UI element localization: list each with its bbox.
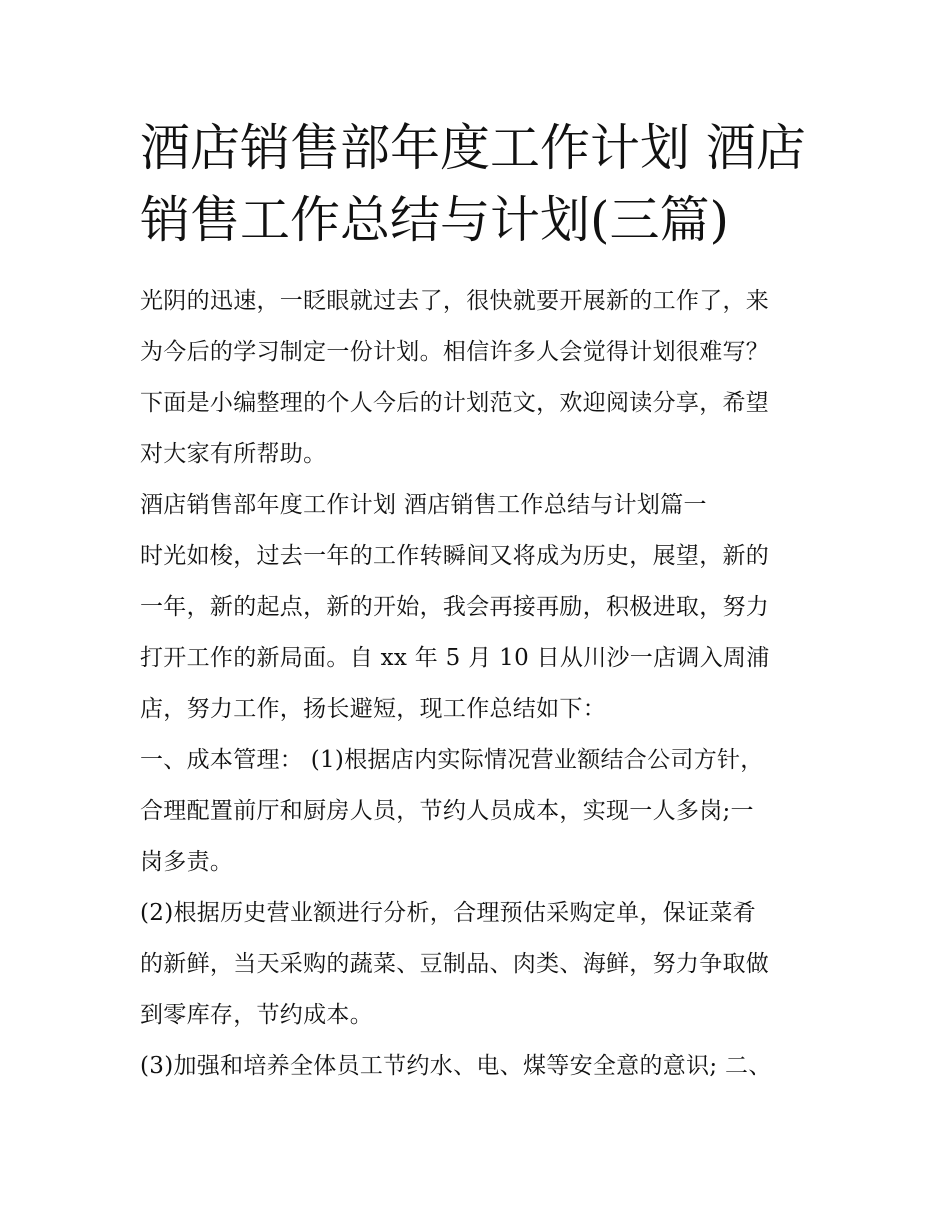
body-line: 光阴的迅速，一眨眼就过去了，很快就要开展新的工作了，来	[140, 288, 770, 314]
title-line-2: 销售工作总结与计划(三篇)	[140, 191, 730, 249]
body-line: 下面是小编整理的个人今后的计划范文，欢迎阅读分享，希望	[140, 390, 770, 416]
body-line: 店，努力工作，扬长避短，现工作总结如下：	[140, 696, 606, 722]
title-line-1: 酒店销售部年度工作计划 酒店	[140, 119, 806, 177]
body-line: 对大家有所帮助。	[140, 441, 327, 467]
document-title	[140, 112, 820, 256]
body-line: 到零库存，节约成本。	[140, 1002, 373, 1028]
body-line: 一年，新的起点，新的开始，我会再接再励，积极进取，努力	[140, 594, 770, 620]
body-line: 打开工作的新局面。自 xx 年 5 月 10 日从川沙一店调入周浦	[140, 645, 770, 671]
body-line: 的新鲜，当天采购的蔬菜、豆制品、肉类、海鲜，努力争取做	[140, 951, 770, 977]
document-body	[140, 276, 820, 1092]
body-line: 一、成本管理： (1)根据店内实际情况营业额结合公司方针，	[140, 747, 764, 773]
body-line: 为今后的学习制定一份计划。相信许多人会觉得计划很难写？	[140, 339, 770, 365]
body-line: 时光如梭，过去一年的工作转瞬间又将成为历史，展望，新的	[140, 543, 770, 569]
body-line: (3)加强和培养全体员工节约水、电、煤等安全意的意识; 二、	[140, 1053, 772, 1079]
body-line: 合理配置前厅和厨房人员，节约人员成本，实现一人多岗;一	[140, 798, 754, 824]
section-heading: 酒店销售部年度工作计划 酒店销售工作总结与计划篇一	[140, 492, 707, 518]
body-line: 岗多责。	[140, 849, 234, 875]
body-line: (2)根据历史营业额进行分析，合理预估采购定单，保证菜肴	[140, 900, 756, 926]
